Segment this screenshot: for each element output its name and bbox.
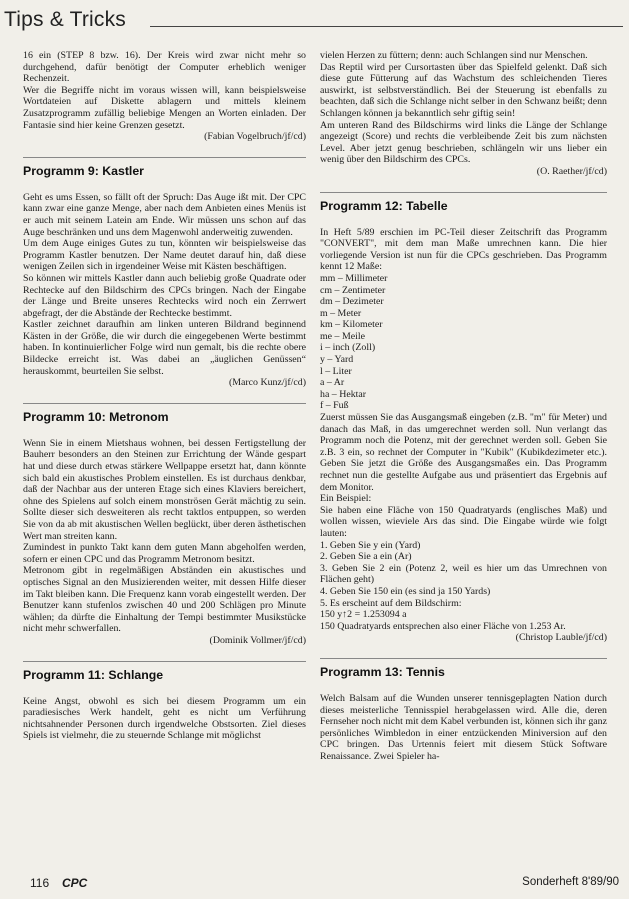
list-item: cm – Zentimeter bbox=[320, 284, 386, 296]
body-paragraph: Wenn Sie in einem Mietshaus wohnen, bei dessen Fertigstellung der Bauherr besonders an den Steinen zur Errichtung der Wände gespart hat und diese durch etwas stärkere Wellpappe ersetzt hat, dann könnte sich bald ein akustisches Problem einstellen. Es ist durchaus denkbar, daß der Nachbar aus der unteren Etage sich eines Klaviers bereichert, ohne des Spielens auf solch einem monströsen Gerät mächtig zu sein. Sollte dieser sich desweiteren als recht taktlos entpuppen, so werden Sie von da ab mit akustischen Wellen beglückt, über deren ästhetischen Wert man streiten kann. bbox=[23, 437, 306, 542]
author-signature: (Dominik Vollmer/jf/cd) bbox=[209, 634, 306, 646]
issue-label: Sonderheft 8'89/90 bbox=[522, 876, 619, 888]
body-paragraph: Metronom gibt in regelmäßigen Abständen ein akustisches und optisches Signal an den Musizierenden weiter, mit dessen Hilfe dieser im Takt bleiben kann. Die Frequenz kann vorab eingestellt werden. Der Benutzer kann stufenlos zwischen 40 und 200 Schlägen pro Minute wählen; da dürfte die Einhaltung der Tempi bestimmter Musikstücke nicht mehr schwerfallen. bbox=[23, 565, 306, 635]
body-paragraph: Kastler zeichnet daraufhin am linken unteren Bildrand beginnend Kästen in der Größe, die wir durch die eingegebenen Werte bestimmt haben. In kontinuierlicher Folge wird nun gemalt, bis die rechte obere Bildecke erreicht ist. Was dabei an „äuglichen Genüssen“ herauskommt, beurteilen Sie selbst. bbox=[23, 319, 306, 377]
list-item: f – Fuß bbox=[320, 400, 349, 412]
example-label: Ein Beispiel: bbox=[320, 493, 372, 505]
body-paragraph: In Heft 5/89 erschien im PC-Teil dieser Zeitschrift das Programm "CONVERT", mit dem man Maße umrechnen kann. Die hier vorliegende Version ist nun für die CPCs geschrieben. Das Programm kennt 12 Maße: bbox=[320, 226, 607, 273]
author-signature: (Marco Kunz/jf/cd) bbox=[228, 377, 306, 389]
left-column bbox=[23, 50, 306, 742]
step-item: 5. Es erscheint auf dem Bildschirm: bbox=[320, 597, 462, 609]
program-11-heading: Programm 11: Schlange bbox=[23, 667, 164, 682]
page-number: 116 bbox=[30, 876, 50, 890]
step-item: 3. Geben Sie 2 ein (Potenz 2, weil es hier um das Umrechnen von Flächen geht) bbox=[320, 562, 607, 586]
body-paragraph: 150 Quadratyards entsprechen also einer Fläche von 1.253 Ar. bbox=[320, 620, 566, 632]
program-9-heading: Programm 9: Kastler bbox=[23, 163, 144, 178]
result-line: 150 y↑2 = 1.253094 a bbox=[320, 609, 407, 621]
body-paragraph: Zuerst müssen Sie das Ausgangsmaß eingeben (z.B. "m" für Meter) und danach das Maß, in das umgerechnet werden soll. Nun verlangt das Programm noch die Potenz, mit der gerechnet werden soll. Geben Sie z.B. 3 ein, so rechnet der Computer in "Kubik" (Kubikdezimeter etc.). Geben Sie jetzt die Größe des Ausgangsmaßes ein. Das Programm rechnet nun die gestellte Aufgabe aus und präsentiert das Ergebnis auf dem Monitor. bbox=[320, 412, 607, 493]
section-divider bbox=[320, 192, 607, 193]
list-item: a – Ar bbox=[320, 377, 345, 389]
list-item: m – Meter bbox=[320, 307, 362, 319]
list-item: i – inch (Zoll) bbox=[320, 342, 376, 354]
body-paragraph: So können wir mittels Kastler dann auch beliebig große Quadrate oder Rechtecke auf den Bildschirm des CPCs bringen. Nach der Eingabe der Länge und Breite unseres Rechtecks wird noch ein Zerrwert abgefragt, der die Abstände der Rechtecke bestimmt. bbox=[23, 272, 306, 319]
header-rule bbox=[150, 26, 623, 27]
page-header bbox=[0, 8, 629, 38]
program-12-heading: Programm 12: Tabelle bbox=[320, 198, 448, 213]
list-item: ha – Hektar bbox=[320, 388, 367, 400]
page-footer bbox=[0, 876, 629, 896]
list-item: l – Liter bbox=[320, 365, 352, 377]
section-divider bbox=[23, 403, 306, 404]
list-item: me – Meile bbox=[320, 330, 365, 342]
body-paragraph: Welch Balsam auf die Wunden unserer tennisgeplagten Nation durch dieses meisterliche Tennisspiel herabgelassen wird. Alle die, deren Fernseher noch nicht mit dem Kabel verbunden ist, können sich ihr ganz persönliches Wimbledon in einer entzückenden Miniversion auf den CPC bringen. Das Urtennis feiert mit diesem Stück Software Renaissance. Zwei Spieler ha- bbox=[320, 692, 607, 762]
body-paragraph: Das Reptil wird per Cursortasten über das Spielfeld gelenkt. Daß sich diese gute Fütterung auf das Wachstum des schleichenden Tieres auswirkt, ist selbstverständlich. Bei der Steuerung ist ebenfalls zu beachten, daß sich die Schlange nicht selber in den Schwanz beißt; denn Schlangen können ja bekanntlich sehr giftig sein! bbox=[320, 61, 607, 119]
program-10-heading: Programm 10: Metronom bbox=[23, 409, 169, 424]
unit-list bbox=[320, 273, 607, 412]
section-divider bbox=[320, 658, 607, 659]
list-item: mm – Millimeter bbox=[320, 272, 388, 284]
body-paragraph: Zumindest in punkto Takt kann dem guten Mann abgeholfen werden, sofern er einen CPC und das Programm Metronom besitzt. bbox=[23, 542, 306, 565]
body-paragraph: Keine Angst, obwohl es sich bei diesem Programm um ein paradiesisches Werk handelt, geht es nicht um Verführung nichtsahnender Personen durch irgendwelche Obstsorten. Ziel dieses Spiels ist vielmehr, die zu steuernde Schlange mit möglichst bbox=[23, 695, 306, 742]
intro-paragraph: 16 ein (STEP 8 bzw. 16). Der Kreis wird zwar nicht mehr so durchgehend, dafür benötigt der Computer erheblich weniger Rechenzeit. bbox=[23, 50, 306, 85]
step-item: 2. Geben Sie a ein (Ar) bbox=[320, 551, 412, 563]
author-signature: (Fabian Vogelbruch/jf/cd) bbox=[204, 131, 306, 143]
right-column bbox=[320, 50, 607, 762]
body-paragraph: Am unteren Rand des Bildschirms wird links die Länge der Schlange angezeigt (Score) und rechts die verbleibende Zeit bis zum nächsten Level. Aber jetzt genug beschrieben, schlängeln wir uns lieber ein wenig über den Bildschirm des CPCs. bbox=[320, 119, 607, 166]
list-item: km – Kilometer bbox=[320, 319, 383, 331]
step-item: 4. Geben Sie 150 ein (es sind ja 150 Yards) bbox=[320, 585, 491, 597]
author-signature: (O. Raether/jf/cd) bbox=[536, 165, 607, 177]
program-13-heading: Programm 13: Tennis bbox=[320, 664, 445, 679]
body-paragraph: Sie haben eine Fläche von 150 Quadratyards (englisches Maß) und wollen wissen, wieviele Ars das sind. Die Eingabe würde wie folgt lauten: bbox=[320, 504, 607, 539]
section-divider bbox=[23, 157, 306, 158]
body-paragraph: Geht es ums Essen, so fällt oft der Spruch: Das Auge ißt mit. Der CPC kann zwar eine ganze Menge, aber nach dem Anbieten eines Menüs ist er auch mit seinem Latein am Ende. Wir müssen uns schon auf das Auge beschränken und uns dem Magenwohl anderweitig zuwenden. bbox=[23, 191, 306, 238]
author-signature: (Christop Lauble/jf/cd) bbox=[515, 632, 607, 644]
list-item: y – Yard bbox=[320, 354, 354, 366]
step-item: 1. Geben Sie y ein (Yard) bbox=[320, 539, 421, 551]
section-divider bbox=[23, 661, 306, 662]
magazine-logo: CPC bbox=[62, 876, 88, 890]
intro-paragraph: Wer die Begriffe nicht im voraus wissen will, kann beispielsweise Wortdateien auf Diskette ablagern und mittels kleinem Zusatzprogramm zufällig beliebige Mengen an Worten einladen. Der Fantasie sind hier keine Grenzen gesetzt. bbox=[23, 84, 306, 131]
body-paragraph: Um dem Auge einiges Gutes zu tun, könnten wir beispielsweise das Programm Kastler benutzen. Der Name deutet darauf hin, daß diese wenigen Zeilen sich in irgendeiner Weise mit Kästen beschäftigen. bbox=[23, 238, 306, 273]
list-item: dm – Dezimeter bbox=[320, 296, 384, 308]
body-paragraph: vielen Herzen zu füttern; denn: auch Schlangen sind nur Menschen. bbox=[320, 50, 588, 61]
section-title-tips-tricks: Tips & Tricks bbox=[4, 8, 126, 31]
